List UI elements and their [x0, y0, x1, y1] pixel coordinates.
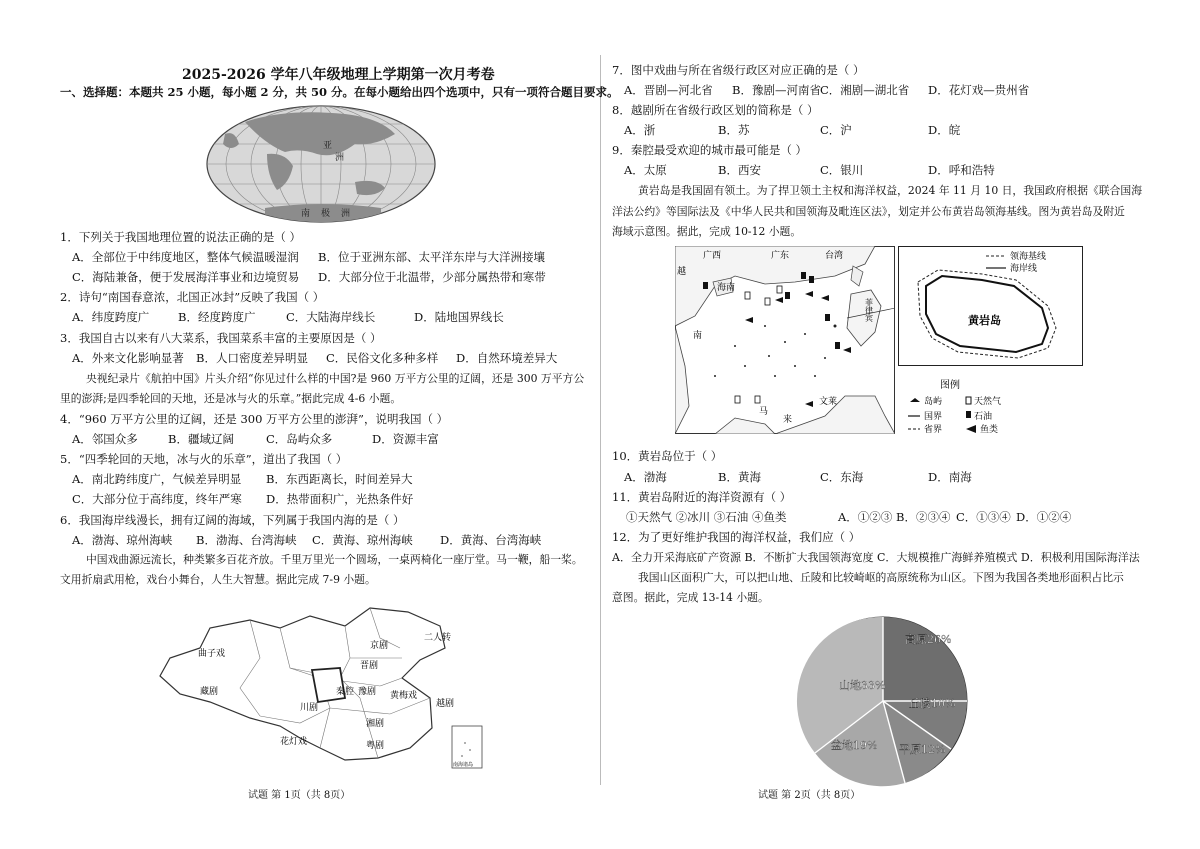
map-label: 广西: [703, 251, 722, 261]
globe-label: 洲: [335, 153, 345, 163]
globe-label: 南: [301, 209, 311, 219]
passage-7-9-line-2: 文用折扇武用枪，戏台小舞台，人生大智慧。据此完成 7-9 小题。: [60, 573, 376, 586]
question-8-stem: 8．越剧所在省级行政区划的简称是（ ）: [612, 103, 819, 117]
question-7-stem: 7．图中戏曲与所在省级行政区对应正确的是（ ）: [612, 63, 865, 77]
opera-label: 粤剧: [366, 741, 385, 751]
question-2-option-a[interactable]: A．纬度跨度广: [72, 310, 150, 324]
map-label: 台湾: [825, 251, 844, 261]
opera-label: 越剧: [436, 699, 455, 709]
legend-island: 岛屿: [924, 397, 943, 407]
question-11-option-c[interactable]: C．①③④: [956, 510, 1011, 524]
inset-island-label: 黄岩岛: [968, 314, 1001, 327]
map-legend: [906, 378, 1086, 434]
question-10-option-c[interactable]: C．东海: [820, 470, 864, 484]
opera-label: 湘剧: [366, 719, 385, 729]
question-5-option-a[interactable]: A．南北跨纬度广，气候差异明显: [72, 472, 242, 486]
passage-13-14-line-2: 意图。据此，完成 13-14 小题。: [612, 591, 769, 604]
question-6-option-b[interactable]: B．渤海、台湾海峡: [196, 533, 297, 547]
question-10-stem: 10．黄岩岛位于（ ）: [612, 449, 723, 463]
question-2-option-d[interactable]: D．陆地国界线长: [414, 310, 504, 324]
opera-label: 京剧: [370, 641, 389, 651]
pie-label: 盆地19%: [831, 739, 878, 752]
question-9-option-a[interactable]: A．太原: [624, 163, 667, 177]
question-7-option-c[interactable]: C．湘剧—湖北省: [820, 83, 910, 97]
page-footer: 试题 第 1页（共 8页）: [248, 790, 351, 801]
opera-label: 花灯戏: [280, 737, 308, 747]
question-3-option-c[interactable]: C．民俗文化多种多样: [326, 351, 439, 365]
opera-label: 南海诸岛: [453, 762, 474, 768]
question-6-option-a[interactable]: A．渤海、琼州海峡: [72, 533, 173, 547]
question-5-stem: 5．“四季轮回的天地，冰与火的乐章”，道出了我国（ ）: [60, 452, 348, 466]
question-9-option-c[interactable]: C．银川: [820, 163, 864, 177]
map-label: 马: [759, 407, 769, 417]
question-7-option-d[interactable]: D．花灯戏—贵州省: [928, 83, 1030, 97]
map-label: 海南: [717, 283, 736, 293]
question-8-option-d[interactable]: D．皖: [928, 123, 961, 137]
question-3-option-a[interactable]: A．外来文化影响显著: [72, 351, 184, 365]
question-2-option-b[interactable]: B．经度跨度广: [178, 310, 256, 324]
question-12-stem: 12．为了更好维护我国的海洋权益，我们应（ ）: [612, 530, 861, 544]
opera-label: 黄梅戏: [390, 691, 418, 701]
opera-label: 曲子戏: [198, 649, 226, 659]
question-1-option-a[interactable]: A．全部位于中纬度地区，整体气候温暖湿润: [72, 250, 299, 264]
map-label: 越: [677, 267, 687, 277]
passage-7-9-line-1: 中国戏曲源远流长，种类繁多百花齐放。千里万里光一个圆场，一桌两椅化一座厅堂。马一鞭，船一桨。: [86, 553, 583, 566]
question-6-option-d[interactable]: D．黄海、台湾海峡: [440, 533, 542, 547]
globe-label: 亚: [323, 141, 333, 151]
question-4-option-d[interactable]: D．资源丰富: [372, 432, 439, 446]
inset-baseline-label: 领海基线: [1010, 252, 1047, 262]
opera-label: 晋剧: [360, 661, 379, 671]
question-11-option-b[interactable]: B．②③④: [896, 510, 951, 524]
globe-label: 洲: [341, 209, 351, 219]
question-7-option-b[interactable]: B．豫剧—河南省: [732, 83, 821, 97]
question-6-option-c[interactable]: C．黄海、琼州海峡: [312, 533, 413, 547]
question-1-option-c[interactable]: C．海陆兼备，便于发展海洋事业和边境贸易: [72, 270, 300, 284]
terrain-pie-chart: [795, 613, 971, 789]
inset-coastline-label: 海岸线: [1010, 264, 1038, 274]
question-1-option-b[interactable]: B．位于亚洲东部、太平洋东岸与大洋洲接壤: [318, 250, 545, 264]
exam-page-2: [600, 0, 1200, 849]
legend-title: 图例: [940, 380, 960, 391]
map-label: 来: [783, 415, 793, 425]
question-4-option-b[interactable]: B．疆域辽阔: [168, 432, 234, 446]
page-footer: 试题 第 2页（共 8页）: [758, 790, 861, 801]
question-11-stem: 11．黄岩岛附近的海洋资源有（ ）: [612, 490, 792, 504]
map-label: 文莱: [819, 397, 838, 407]
question-2-option-c[interactable]: C．大陆海岸线长: [286, 310, 376, 324]
question-1-option-d[interactable]: D．大部分位于北温带，少部分属热带和寒带: [318, 270, 546, 284]
map-label: 菲律宾: [864, 298, 874, 322]
map-label: 南: [693, 331, 703, 341]
question-5-option-d[interactable]: D．热带面积广，光热条件好: [266, 492, 414, 506]
south-china-sea-map: [675, 246, 895, 434]
question-8-option-c[interactable]: C．沪: [820, 123, 852, 137]
opera-label: 豫剧: [358, 687, 377, 697]
question-5-option-b[interactable]: B．东西距离长，时间差异大: [266, 472, 413, 486]
question-9-option-b[interactable]: B．西安: [718, 163, 761, 177]
globe-label: 极: [321, 209, 331, 219]
passage-10-12-line-2: 洋法公约》等国际法及《中华人民共和国领海及毗连区法》，划定并公布黄岩岛领海基线。图为黄岩岛及附近: [612, 205, 1125, 218]
question-4-option-a[interactable]: A．邻国众多: [72, 432, 138, 446]
question-8-option-a[interactable]: A．浙: [624, 123, 656, 137]
legend-oil: 石油: [974, 412, 993, 422]
pie-label: 山地33%: [839, 679, 886, 692]
opera-label: 二人转: [424, 633, 452, 643]
question-8-option-b[interactable]: B．苏: [718, 123, 750, 137]
question-1-stem: 1．下列关于我国地理位置的说法正确的是（ ）: [60, 230, 301, 244]
opera-label: 秦腔: [336, 687, 355, 697]
question-9-option-d[interactable]: D．呼和浩特: [928, 163, 995, 177]
passage-10-12-line-3: 海域示意图。据此，完成 10-12 小题。: [612, 225, 802, 238]
pie-label: 平原12%: [899, 743, 946, 756]
question-3-stem: 3．我国自古以来有八大菜系，我国菜系丰富的主要原因是（ ）: [60, 331, 382, 345]
question-10-option-d[interactable]: D．南海: [928, 470, 972, 484]
section-heading: 一、选择题：本题共 25 小题，每小题 2 分，共 50 分。在每小题给出四个选项中，只有一项符合题目要求。: [60, 85, 619, 99]
exam-title: 2025-2026 学年八年级地理上学期第一次月考卷: [182, 67, 495, 83]
question-4-option-c[interactable]: C．岛屿众多: [266, 432, 333, 446]
question-3-option-b[interactable]: B．人口密度差异明显: [196, 351, 308, 365]
china-opera-map: [140, 598, 485, 773]
question-3-option-d[interactable]: D．自然环境差异大: [456, 351, 558, 365]
globe-map-image: [205, 104, 437, 224]
question-11-items: ①天然气 ②冰川 ③石油 ④鱼类: [626, 510, 787, 524]
legend-province: 省界: [924, 425, 943, 434]
question-4-stem: 4．“960 万平方公里的辽阔，还是 300 万平方公里的澎湃”，说明我国（ ）: [60, 412, 449, 426]
question-12-options[interactable]: A．全力开采海底矿产资源 B．不断扩大我国领海宽度 C．大规模推广海鲜养殖模式 D．积极利用国际海洋法: [612, 551, 1140, 564]
question-11-option-a[interactable]: A．①②③: [838, 510, 893, 524]
question-11-option-d[interactable]: D．①②④: [1016, 510, 1072, 524]
question-10-option-a[interactable]: A．渤海: [624, 470, 667, 484]
question-6-stem: 6．我国海岸线漫长，拥有辽阔的海域，下列属于我国内海的是（ ）: [60, 513, 405, 527]
passage-4-6-line-1: 央视纪录片《航拍中国》片头介绍“你见过什么样的中国?是 960 万平方公里的辽阔，还是 300 万平方公: [86, 372, 585, 385]
pie-label: 丘陵10%: [909, 697, 956, 710]
legend-gas: 天然气: [974, 397, 1002, 407]
question-10-option-b[interactable]: B．黄海: [718, 470, 761, 484]
question-7-option-a[interactable]: A．晋剧—河北省: [624, 83, 713, 97]
legend-fish: 鱼类: [980, 425, 999, 434]
opera-label: 川剧: [300, 703, 319, 713]
passage-10-12-line-1: 黄岩岛是我国固有领土。为了捍卫领土主权和海洋权益，2024 年 11 月 10 日，我国政府根据《联合国海: [638, 184, 1142, 197]
question-2-stem: 2．诗句“南国春意浓，北国正冰封”反映了我国（ ）: [60, 290, 325, 304]
legend-border: 国界: [924, 412, 943, 422]
passage-13-14-line-1: 我国山区面积广大，可以把山地、丘陵和比较崎岖的高原统称为山区。下图为我国各类地形面积占比示: [638, 571, 1124, 584]
huangyan-island-inset: [898, 246, 1083, 366]
passage-4-6-line-2: 里的澎湃;是四季轮回的天地，还是冰与火的乐章。”据此完成 4-6 小题。: [60, 392, 402, 405]
question-9-stem: 9．秦腔最受欢迎的城市最可能是（ ）: [612, 143, 807, 157]
opera-label: 藏剧: [200, 687, 219, 697]
pie-label: 高原26%: [905, 633, 952, 646]
question-5-option-c[interactable]: C．大部分位于高纬度，终年严寒: [72, 492, 242, 506]
map-label: 广东: [771, 251, 790, 261]
